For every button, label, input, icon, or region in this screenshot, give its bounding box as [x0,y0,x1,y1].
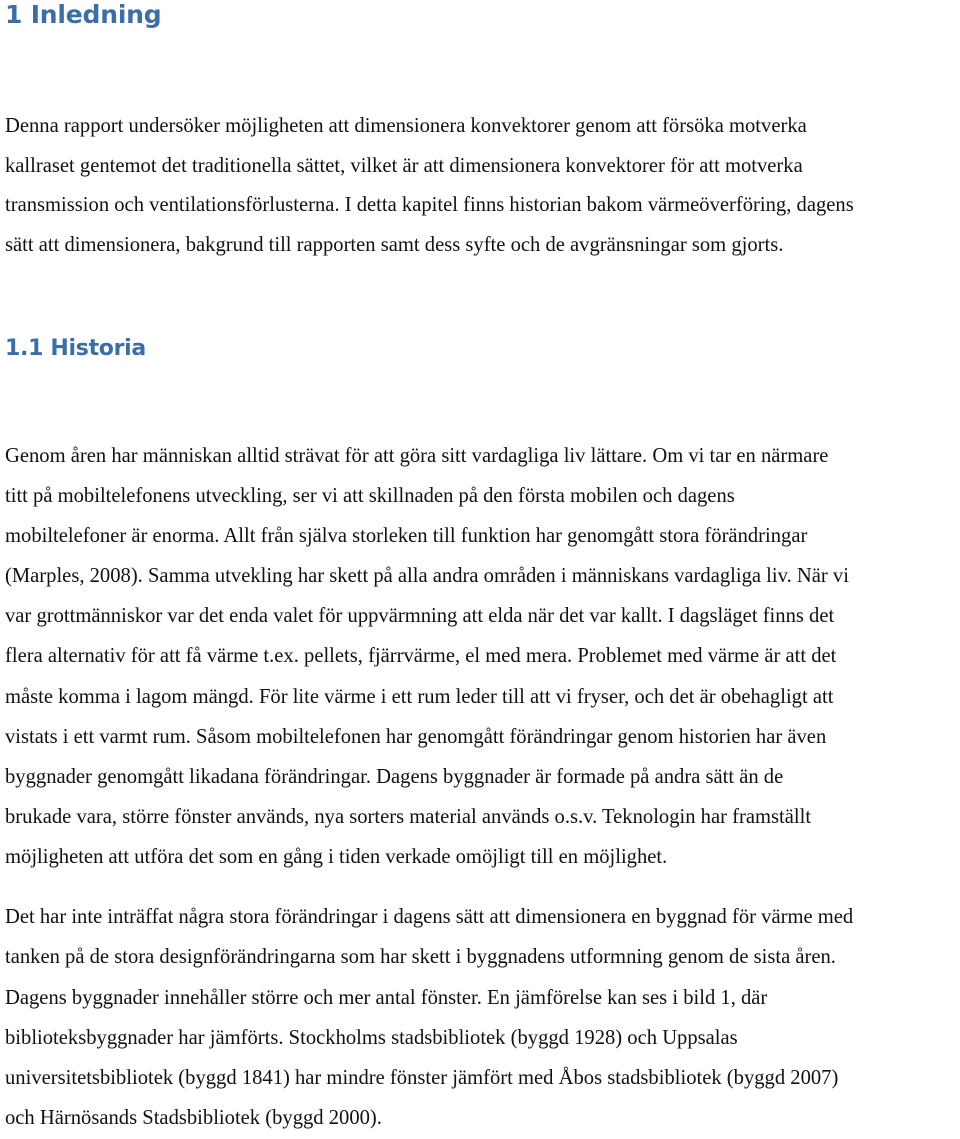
paragraph-line: universitetsbibliotek (byggd 1841) har mindre fönster jämfört med Åbos stadsbibliotek (byggd 2007) [5,1067,839,1090]
paragraph-line: flera alternativ för att få värme t.ex. pellets, fjärrvärme, el med mera. Problemet med värme är att det [5,645,837,668]
paragraph-line: Dagens byggnader innehåller större och mer antal fönster. En jämförelse kan ses i bild 1, där [5,986,768,1009]
paragraph-line: byggnader genomgått likadana förändringar. Dagens byggnader är formade på andra sätt än de [5,765,784,788]
intro-paragraph [5,107,854,265]
subsection-heading: 1.1 Historia [5,336,146,361]
paragraph-line: sätt att dimensionera, bakgrund till rapporten samt dess syfte och de avgränsningar som gjorts. [5,233,784,256]
paragraph-line: mobiltelefoner är enorma. Allt från själva storleken till funktion har genomgått stora förändringar [5,525,808,548]
paragraph-line: Denna rapport undersöker möjligheten att dimensionera konvektorer genom att försöka motverka [5,115,807,137]
paragraph-line: (Marples, 2008). Samma utvekling har skett på alla andra områden i människans vardagliga liv. När vi [5,565,849,588]
paragraph-line: Genom åren har människan alltid strävat för att göra sitt vardagliga liv lättare. Om vi tar en närmare [5,445,829,467]
paragraph-line: brukade vara, större fönster används, nya sorters material används o.s.v. Teknologin har framställt [5,805,812,828]
paragraph-line: vistats i ett varmt rum. Såsom mobiltelefonen har genomgått förändringar genom historien har även [5,725,827,748]
paragraph-line: biblioteksbyggnader har jämförts. Stockholms stadsbibliotek (byggd 1928) och Uppsalas [5,1026,738,1049]
paragraph-line: titt på mobiltelefonens utveckling, ser vi att skillnaden på den första mobilen och dagens [5,485,735,508]
paragraph-line: och Härnösands Stadsbibliotek (byggd 2000). [5,1107,382,1130]
paragraph-line: möjligheten att utföra det som en gång i tiden verkade omöjligt till en möjlighet. [5,845,668,868]
paragraph-line: transmission och ventilationsförlusterna. I detta kapitel finns historian bakom värmeöverföring, dagens [5,194,854,216]
paragraph-line: kallraset gentemot det traditionella sättet, vilket är att dimensionera konvektorer för att motverka [5,154,803,177]
section-heading: 1 Inledning [5,0,162,29]
paragraph-line: tanken på de stora designförändringarna som har skett i byggnadens utformning genom de sista åren. [5,946,836,969]
paragraph-line: var grottmänniskor var det enda valet för uppvärmning att elda när det var kallt. I dagsläget finns det [5,605,835,628]
paragraph-line: Det har inte inträffat några stora förändringar i dagens sätt att dimensionera en byggnad för värme med [5,906,854,928]
paragraph-line: måste komma i lagom mängd. För lite värme i ett rum leder till att vi fryser, och det är obehagligt att [5,685,834,708]
history-paragraph-2 [5,897,853,1139]
history-paragraph-1 [5,436,849,877]
